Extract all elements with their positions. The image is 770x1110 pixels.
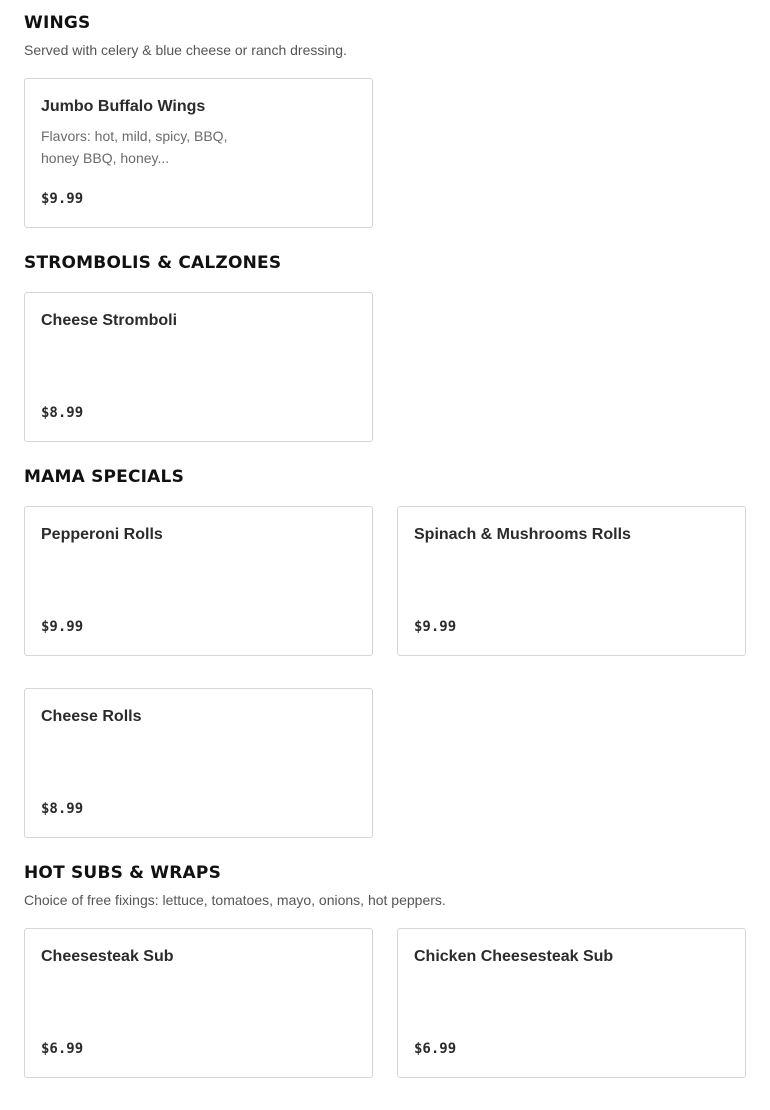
menu-item-name: Spinach & Mushrooms Rolls [414, 526, 631, 543]
menu-item-name: Jumbo Buffalo Wings [41, 98, 206, 115]
menu-item-card[interactable] [24, 506, 373, 656]
menu-item-name: Cheesesteak Sub [41, 948, 174, 965]
menu-item-price: $9.99 [41, 191, 84, 207]
section-title-strombolis-calzones: STROMBOLIS & CALZONES [24, 253, 282, 273]
section-title-mama-specials: MAMA SPECIALS [24, 467, 185, 487]
menu-item-card[interactable] [24, 688, 373, 838]
menu-item-price: $8.99 [41, 405, 84, 421]
section-title-hot-subs-wraps: HOT SUBS & WRAPS [24, 863, 222, 883]
menu-item-price: $8.99 [41, 801, 84, 817]
menu-item-name: Cheese Stromboli [41, 312, 178, 329]
menu-item-card[interactable] [397, 506, 746, 656]
menu-item-price: $6.99 [41, 1041, 84, 1057]
menu-item-card[interactable] [397, 928, 746, 1078]
menu-item-name: Chicken Cheesesteak Sub [414, 948, 614, 965]
section-description-wings: Served with celery & blue cheese or ranch dressing. [24, 42, 347, 58]
menu-item-price: $9.99 [41, 619, 84, 635]
menu-item-name: Pepperoni Rolls [41, 526, 163, 543]
section-title-wings: WINGS [24, 13, 91, 33]
menu-item-description: Flavors: hot, mild, spicy, BBQ, honey BBQ, honey... [41, 128, 228, 166]
menu-item-price: $9.99 [414, 619, 457, 635]
menu-item-card[interactable] [24, 78, 373, 228]
menu-item-price: $6.99 [414, 1041, 457, 1057]
section-description-hot-subs-wraps: Choice of free fixings: lettuce, tomatoes, mayo, onions, hot peppers. [24, 892, 446, 908]
menu-item-card[interactable] [24, 928, 373, 1078]
menu-item-card[interactable] [24, 292, 373, 442]
menu-item-name: Cheese Rolls [41, 708, 142, 725]
